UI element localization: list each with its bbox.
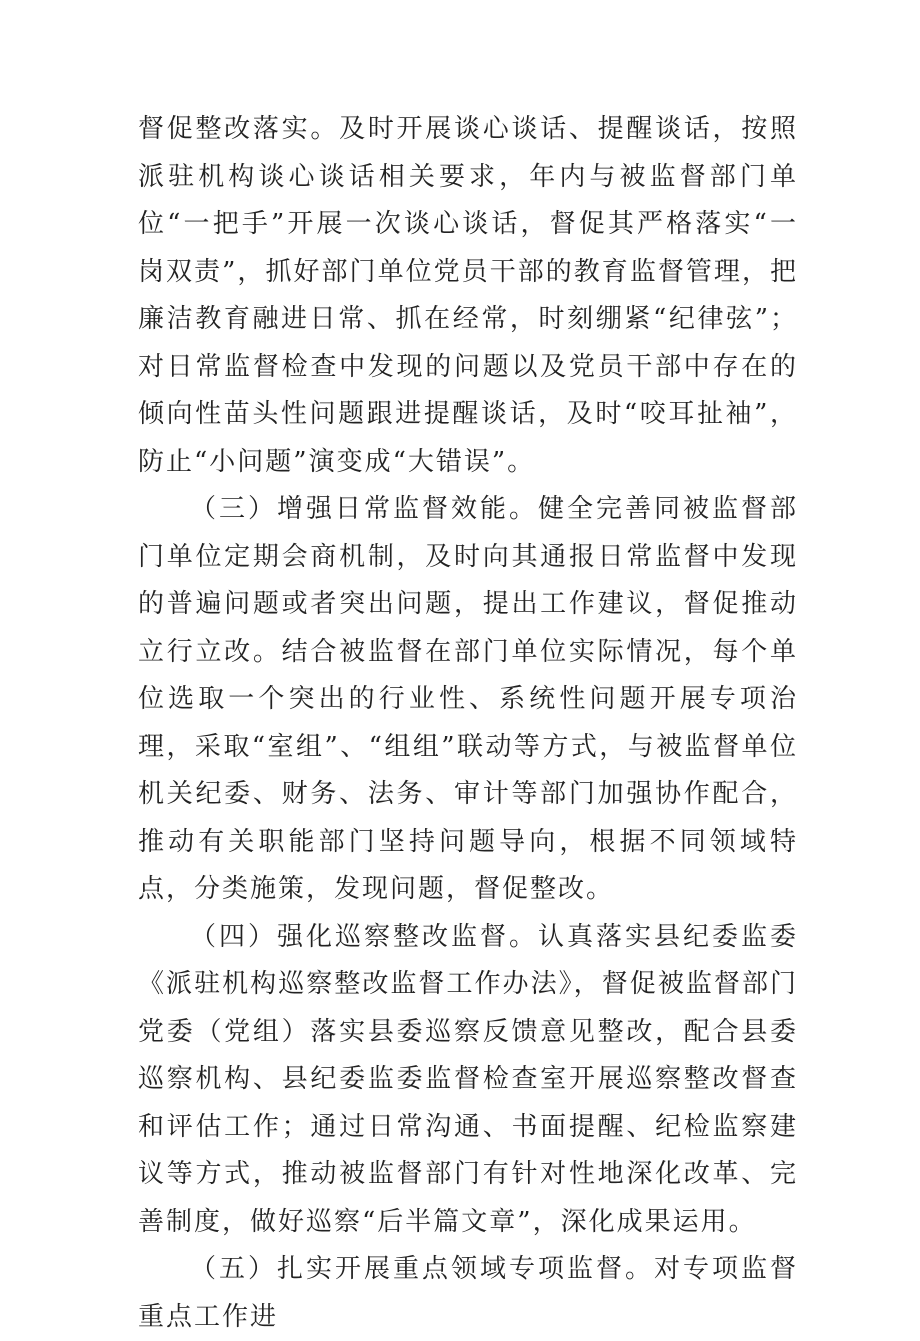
- paragraph-continuation: 督促整改落实。及时开展谈心谈话、提醒谈话，按照派驻机构谈心谈话相关要求，年内与被监督部门单位“一把手”开展一次谈心谈话，督促其严格落实“一岗双责”，抓好部门单位党员干部的教育监督管理，把廉洁教育融进日常、抓在经常，时刻绷紧“纪律弦”；对日常监督检查中发现的问题以及党员干部中存在的倾向性苗头性问题跟进提醒谈话，及时“咬耳扯袖”，防止“小问题”演变成“大错误”。: [138, 114, 798, 477]
- document-body: [138, 106, 798, 1341]
- paragraph-section-5: （五）扎实开展重点领域专项监督。对专项监督重点工作进: [138, 1254, 798, 1332]
- paragraph-section-4: （四）强化巡察整改监督。认真落实县纪委监委《派驻机构巡察整改监督工作办法》，督促被监督部门党委（党组）落实县委巡察反馈意见整改，配合县委巡察机构、县纪委监委监督检查室开展巡察整改督查和评估工作；通过日常沟通、书面提醒、纪检监察建议等方式，推动被监督部门有针对性地深化改革、完善制度，做好巡察“后半篇文章”，深化成果运用。: [138, 921, 798, 1237]
- paragraph-section-3: （三）增强日常监督效能。健全完善同被监督部门单位定期会商机制，及时向其通报日常监督中发现的普遍问题或者突出问题，提出工作建议，督促推动立行立改。结合被监督在部门单位实际情况，每个单位选取一个突出的行业性、系统性问题开展专项治理，采取“室组”、“组组”联动等方式，与被监督单位机关纪委、财务、法务、审计等部门加强协作配合，推动有关职能部门坚持问题导向，根据不同领域特点，分类施策，发现问题，督促整改。: [138, 494, 798, 904]
